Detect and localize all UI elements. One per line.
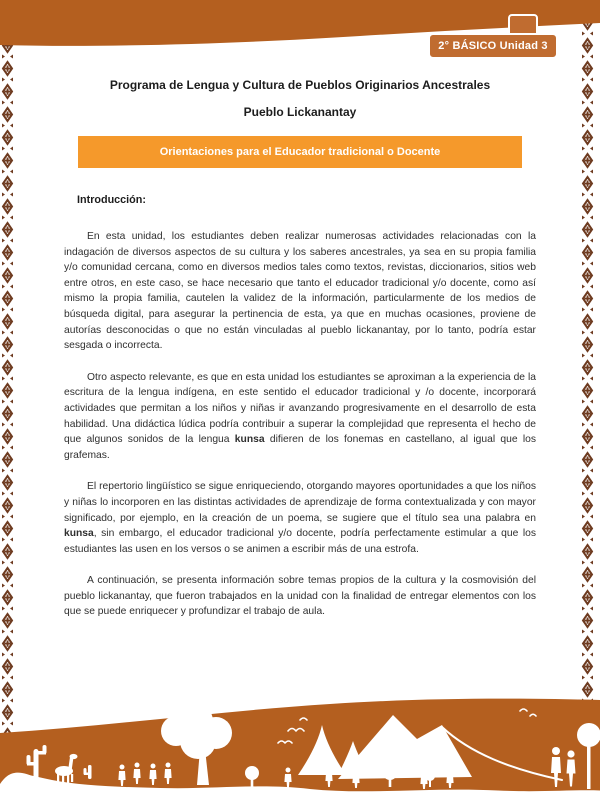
orientation-banner-label: Orientaciones para el Educador tradicional o Docente <box>159 146 441 158</box>
orientation-banner <box>78 136 522 168</box>
pueblo-subtitle: Pueblo Lickanantay <box>243 105 357 119</box>
section-heading: Introducción: <box>77 194 146 206</box>
paragraph: El repertorio lingüístico se sigue enriqueciendo, otorgando mayores oportunidades a que los niños y niñas lo incorporen en las distintas actividades de aprendizaje de forma contextualizada y con mayor significado, por ejemplo, en la creación de un poema, se sugiere que el título sea una palabra en kunsa, sin embargo, el educador tradicional y/o docente, podría perfectamente estimular a que los estudiantes las usen en los versos o se animen a escribir más de una estrofa. <box>64 481 536 555</box>
paragraph: En esta unidad, los estudiantes deben realizar numerosas actividades relacionadas con la indagación de diversos aspectos de su cultura y los saberes ancestrales, ya sea en su propia familia y/o comunidad cercana, como en diversos medios tales como textos, revistas, diccionarios, sitios web entre otros, en este caso, se hace necesario que tanto el educador tradicional y/o docente, como así mismo la propia familia, cautelen la validez de la información, particularmente de los medios de búsqueda digital, para asegurar la pertinencia de esta, ya que en muchas ocasiones, proviene de autorías desconocidas o que no están vinculadas al pueblo lickanantay, por lo tanto, podría estar sesgada o incorrecta. <box>64 231 536 352</box>
paragraph-list <box>64 229 536 620</box>
program-title: Programa de Lengua y Cultura de Pueblos Originarios Ancestrales <box>109 78 491 92</box>
document-body <box>64 78 536 620</box>
footer-landscape-illustration <box>0 685 600 800</box>
paragraph: Otro aspecto relevante, es que en esta unidad los estudiantes se aproximan a la experiencia de la escritura de la lengua indígena, en este sentido el educador tradicional y /o docente, incorporará actividades que permitan a los niños y niñas ir avanzando progresivamente en el desarrollo de esta habilidad. Una didáctica lúdica podría contribuir a superar la complejidad que representa el hecho de que algunos sonidos de la lengua kunsa difieren de los fonemas en castellano, al igual que los grafemas. <box>64 371 537 461</box>
right-textile-border <box>581 14 594 774</box>
left-textile-border <box>1 14 14 774</box>
footer-hill <box>0 699 600 800</box>
paragraph: A continuación, se presenta información sobre temas propios de la cultura y la cosmovisión del pueblo lickanantay, que fueron trabajados en la unidad con la finalidad de entregar elementos con los que se puede enriquecer y profundizar el trabajo de aula. <box>64 575 536 618</box>
unit-badge <box>428 33 558 59</box>
unit-badge-label: 2° BÁSICO Unidad 3 <box>438 40 548 52</box>
